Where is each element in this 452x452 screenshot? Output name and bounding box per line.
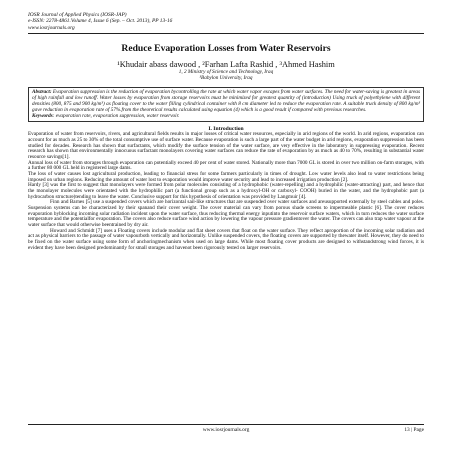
- paper-page: [28, 12, 424, 440]
- keywords-label: Keywords: [32, 112, 53, 119]
- keywords-text: : evaporation rate, evaporation suppression, water reservoir.: [52, 112, 180, 119]
- abstract-text: Evaporation suppression is the reduction of evaporation bycontrolling the rate at which water vapor escapes from water surfaces. The need for water-saving is greatest in areas of high rainfall and low runoff. Water losses by evaporation from storage reservoirs must be minimized for greatest quantity of (introduction) Using truck of polyethylene with different densities (800, 875 and 900 kg/m³) as floating cover to the water filling cylindrical container with 8 cm diameter led to reduce the evaporation rate. A suitable truck density of 800 kg/m³ gave reduction in evaporation rate of 57%.from the theoretical results calculated using equation (4) which is a good result if compared with previous researches.: [32, 88, 420, 113]
- section-heading-introduction: I. Introduction: [208, 126, 244, 133]
- affiliation-1: 1, 2 Ministry of Science and Technology, Iraq: [178, 68, 274, 75]
- journal-issn: e-ISSN: 2278-4861.Volume 4, Issue 6 (Sep. – Oct. 2013), PP 13-16: [28, 18, 173, 25]
- author-list: ¹Khudair abass dawood , ²Farhan Lafta Rashid , ³Ahmed Hashim: [117, 59, 335, 69]
- header-rule: [28, 33, 424, 34]
- paper-title: Reduce Evaporation Losses from Water Reservoirs: [121, 42, 331, 54]
- page-number: 13 | Page: [404, 427, 424, 433]
- abstract-label: Abstract:: [32, 88, 52, 95]
- abstract-box: [28, 87, 424, 123]
- footer-rule: [28, 424, 424, 425]
- intro-paragraph: Howard and Schmidt [7] uses a Floating covers include modular and flat sheet covers that float on the water surface. They reflect aproportion of the incoming solar radiation and act as physical barriers to the passage of water vapourboth vertically and horizontally. Unlike suspended covers, the floating covers are supported by thewater itself. However, they do need to be fixed on the water surface using some form of anchoringmechanism when used on large dams. While most floating cover products are designed to withstandstrong wind forces, it is evident they have been designed predominantly for small storages and havenot been rigorously tested on larger reservoirs.: [28, 227, 424, 251]
- intro-paragraph: Finn and Barnes [5] use a suspended covers which are horizontal sail-like structures that are suspended over water surfaces and areusupported externally by steel cables and poles. Suspension systems can be characterized by their spanand their cover weight. The cover material can vary from porous shade screens to impermeable plastic [6]. The cover reduces evaporation byblocking incoming solar radiation incident upon the water surface, thus reducing thermal energy inputinto the reservoir surface waters, which in turn reduces the water surface temperature and the potentialfor evaporation. The covers also reduce surface wind action by lowering the vapour pressure gradientover the water. The covers can also trap water vapour at the water surface that would otherwise beentrained by dry air.: [28, 199, 424, 228]
- intro-paragraph: Evaporation of water from reservoirs, rivers, and agricultural fields results in major losses of critical water resources, especially in arid regions of the world. In arid regions, evaporation can account for as much as 25 to 30% of the total consumptive use of surface water. Because evaporation is such a large part of the water budget in arid regions, evaporation suppression has been studied for decades. Research has shown that surfactants, which modify the surface tension of the water surface, are very effective in the laboratory in suppressing evaporation. Recent research has shown that environmentally innocuous surfactant monolayers covering water surfaces can reduce the rate of evaporation by as much as 40 to 70%, resulting in substantial water resource savings[1].: [28, 131, 424, 161]
- page-footer: [28, 427, 424, 433]
- journal-website: www.iosrjournals.org: [28, 24, 75, 31]
- intro-paragraph: Hardy [3] was the first to suggest that monolayers were formed from polar molecules consisting of a hydrophobic (water-repelling) and a hydrophilic (water-attracting) part, and hence that the monolayer molecules were orientated with the hydrophilic part (a functional group such as a hydroxyl-OH or carboxyl- COOH) buried in the water, and the hydrophobic part (a hydrocarbon structure)tending to leave the water. Conclusive support for this hypothesis of orientation was provided by Langmuir [4].: [28, 182, 424, 200]
- intro-paragraph: Annual loss of water from storages through evaporation can potentially exceed 40 per cent of water stored. Nationally more than 7000 GL is stored in over two million on-farm storages, with a further 80 000 GL held in registered large dams.: [28, 159, 424, 172]
- affiliation-2: ³Babylon University, Iraq: [199, 74, 253, 81]
- journal-header: [28, 12, 424, 31]
- footer-url[interactable]: www.iosrjournals.org: [202, 427, 250, 433]
- intro-paragraph: The loss of water causes lost agricultural production, leading to financial stress for some farmers particularly in times of drought. Low water levels also lead to water restrictions being imposed on urban regions. Reducing the amount of water lost to evaporation would improve water security and lead to increased irrigation production [2].: [28, 171, 424, 183]
- journal-name: IOSR Journal of Applied Physics (IOSR-JAP): [28, 12, 127, 18]
